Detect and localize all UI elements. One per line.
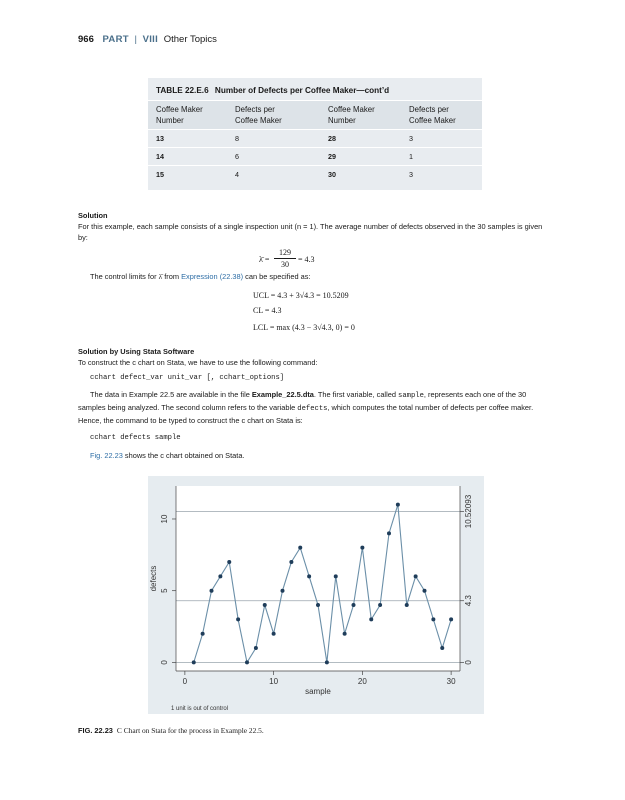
data-point — [414, 574, 418, 578]
data-point — [281, 589, 285, 593]
text-run: , which computes the total number of defects per coffee maker. Hence, the command to be typed to construct the c chart on Stata is: — [78, 403, 534, 425]
figure-caption-text: C Chart on Stata for the process in Example 22.5. — [116, 726, 264, 735]
right-tick-label: 0 — [464, 660, 473, 665]
header-line: Number — [156, 116, 184, 125]
variable-sample: sample — [398, 392, 424, 400]
table-cell: 29 — [328, 152, 336, 161]
x-axis-title: sample — [305, 687, 331, 696]
stata-heading: Solution by Using Stata Software — [78, 347, 195, 356]
table-cell: 28 — [328, 134, 336, 143]
header-line: Number — [328, 116, 356, 125]
right-tick-label: 4.3 — [464, 595, 473, 607]
section-title: Other Topics — [163, 34, 217, 45]
table-cell: 4 — [235, 170, 239, 179]
lambda-result: = 4.3 — [298, 255, 315, 264]
stata-paragraph: To construct the c chart on Stata, we have to use the following command: — [78, 358, 318, 367]
data-point — [289, 560, 293, 564]
fraction-bar — [274, 258, 296, 259]
x-tick-label: 30 — [446, 677, 456, 686]
data-point — [431, 617, 435, 621]
lcl-equation: LCL = max (4.3 − 3√4.3, 0) = 0 — [253, 323, 355, 332]
data-point — [307, 574, 311, 578]
table-header-cell — [156, 104, 203, 126]
data-point — [316, 603, 320, 607]
table-row — [148, 147, 482, 165]
data-point — [396, 503, 400, 507]
stata-command-1: cchart defect_var unit_var [, cchart_options] — [90, 374, 285, 382]
y-tick-label: 5 — [160, 588, 169, 593]
data-point — [423, 589, 427, 593]
table-cell: 3 — [409, 170, 413, 179]
table-row — [148, 129, 482, 147]
text-run: , represents each one of the 30 samples being analyzed. The second column refers to the variable — [78, 390, 527, 412]
data-point — [378, 603, 382, 607]
data-point — [387, 531, 391, 535]
x-tick-label: 0 — [182, 677, 188, 686]
c-chart — [148, 476, 484, 714]
header-line: Defects per — [235, 105, 275, 114]
data-point — [369, 617, 373, 621]
text-run: The control limits for — [90, 272, 159, 281]
variable-defects: defects — [297, 405, 328, 413]
y-tick-label: 0 — [160, 660, 169, 665]
lambda-bar-symbol: λ̄ = — [259, 255, 270, 264]
data-point — [272, 632, 276, 636]
data-point — [263, 603, 267, 607]
header-line: Coffee Maker — [409, 116, 456, 125]
data-point — [360, 546, 364, 550]
header-line: Coffee Maker — [156, 105, 203, 114]
data-point — [227, 560, 231, 564]
chart-note: 1 unit is out of control — [171, 706, 229, 712]
table-header-cell — [409, 104, 456, 126]
data-point — [449, 617, 453, 621]
table-cell: 30 — [328, 170, 336, 179]
y-tick-label: 10 — [160, 514, 169, 524]
figure-label: FIG. 22.23 — [78, 726, 113, 735]
table-cell: 6 — [235, 152, 239, 161]
table-cell: 8 — [235, 134, 239, 143]
header-line: Coffee Maker — [235, 116, 282, 125]
data-point — [343, 632, 347, 636]
part-number: VIII — [142, 34, 159, 45]
table-row — [148, 165, 482, 183]
table-cell: 1 — [409, 152, 413, 161]
expression-link[interactable]: Expression (22.38) — [181, 272, 244, 281]
data-point — [236, 617, 240, 621]
data-point — [201, 632, 205, 636]
page-header — [78, 34, 217, 45]
stata-command-2: cchart defects sample — [90, 434, 181, 442]
solution-heading: Solution — [78, 211, 108, 220]
table-caption — [156, 86, 389, 95]
lambda-fraction — [274, 248, 296, 269]
fraction-denominator: 30 — [281, 260, 289, 269]
text-run: . The first variable, called — [313, 390, 398, 399]
data-file-name: Example_22.5.dta — [251, 390, 314, 399]
x-tick-label: 10 — [269, 677, 279, 686]
data-point — [254, 646, 258, 650]
table-label: TABLE 22.E.6 — [156, 86, 209, 95]
table-cell: 13 — [156, 134, 164, 143]
header-separator: | — [134, 34, 137, 45]
table-cell: 14 — [156, 152, 164, 161]
data-point — [405, 603, 409, 607]
text-run: can be specified as: — [243, 272, 311, 281]
data-point — [298, 546, 302, 550]
text-run: shows the c chart obtained on Stata. — [122, 451, 245, 460]
data-point — [334, 574, 338, 578]
data-point — [440, 646, 444, 650]
table-cell: 15 — [156, 170, 164, 179]
control-limits-text — [90, 271, 311, 282]
right-tick-label: 10.52093 — [464, 494, 473, 529]
cl-equation: CL = 4.3 — [253, 306, 282, 315]
text-run: from — [162, 272, 182, 281]
table-header-cell — [328, 104, 375, 126]
data-paragraph — [78, 389, 546, 426]
x-tick-label: 20 — [357, 677, 367, 686]
data-point — [325, 660, 329, 664]
figure-link[interactable]: Fig. 22.23 — [90, 451, 123, 460]
text-run: The data in Example 22.5 are available in the file — [90, 390, 252, 399]
table-header-row — [148, 100, 482, 129]
header-line: Coffee Maker — [328, 105, 375, 114]
fraction-numerator: 129 — [279, 248, 291, 257]
header-line: Defects per — [409, 105, 449, 114]
table-title: Number of Defects per Coffee Maker—cont’d — [214, 86, 390, 95]
page-number: 966 — [78, 34, 94, 45]
part-label: PART — [102, 34, 129, 45]
data-point — [218, 574, 222, 578]
data-point — [192, 660, 196, 664]
ucl-equation: UCL = 4.3 + 3√4.3 = 10.5209 — [253, 291, 349, 300]
data-point — [245, 660, 249, 664]
data-point — [210, 589, 214, 593]
table-cell: 3 — [409, 134, 413, 143]
y-axis-title: defects — [149, 565, 158, 592]
figure-reference-text — [90, 450, 245, 461]
c-chart-figure — [148, 476, 484, 714]
solution-paragraph: For this example, each sample consists of a single inspection unit (n = 1). The average number of defects observed in the 30 samples is given by: — [78, 222, 543, 242]
data-point — [352, 603, 356, 607]
defects-table — [148, 78, 482, 190]
figure-caption — [78, 726, 264, 735]
lambda-symbol: λ̄ — [158, 272, 163, 281]
table-header-cell — [235, 104, 282, 126]
